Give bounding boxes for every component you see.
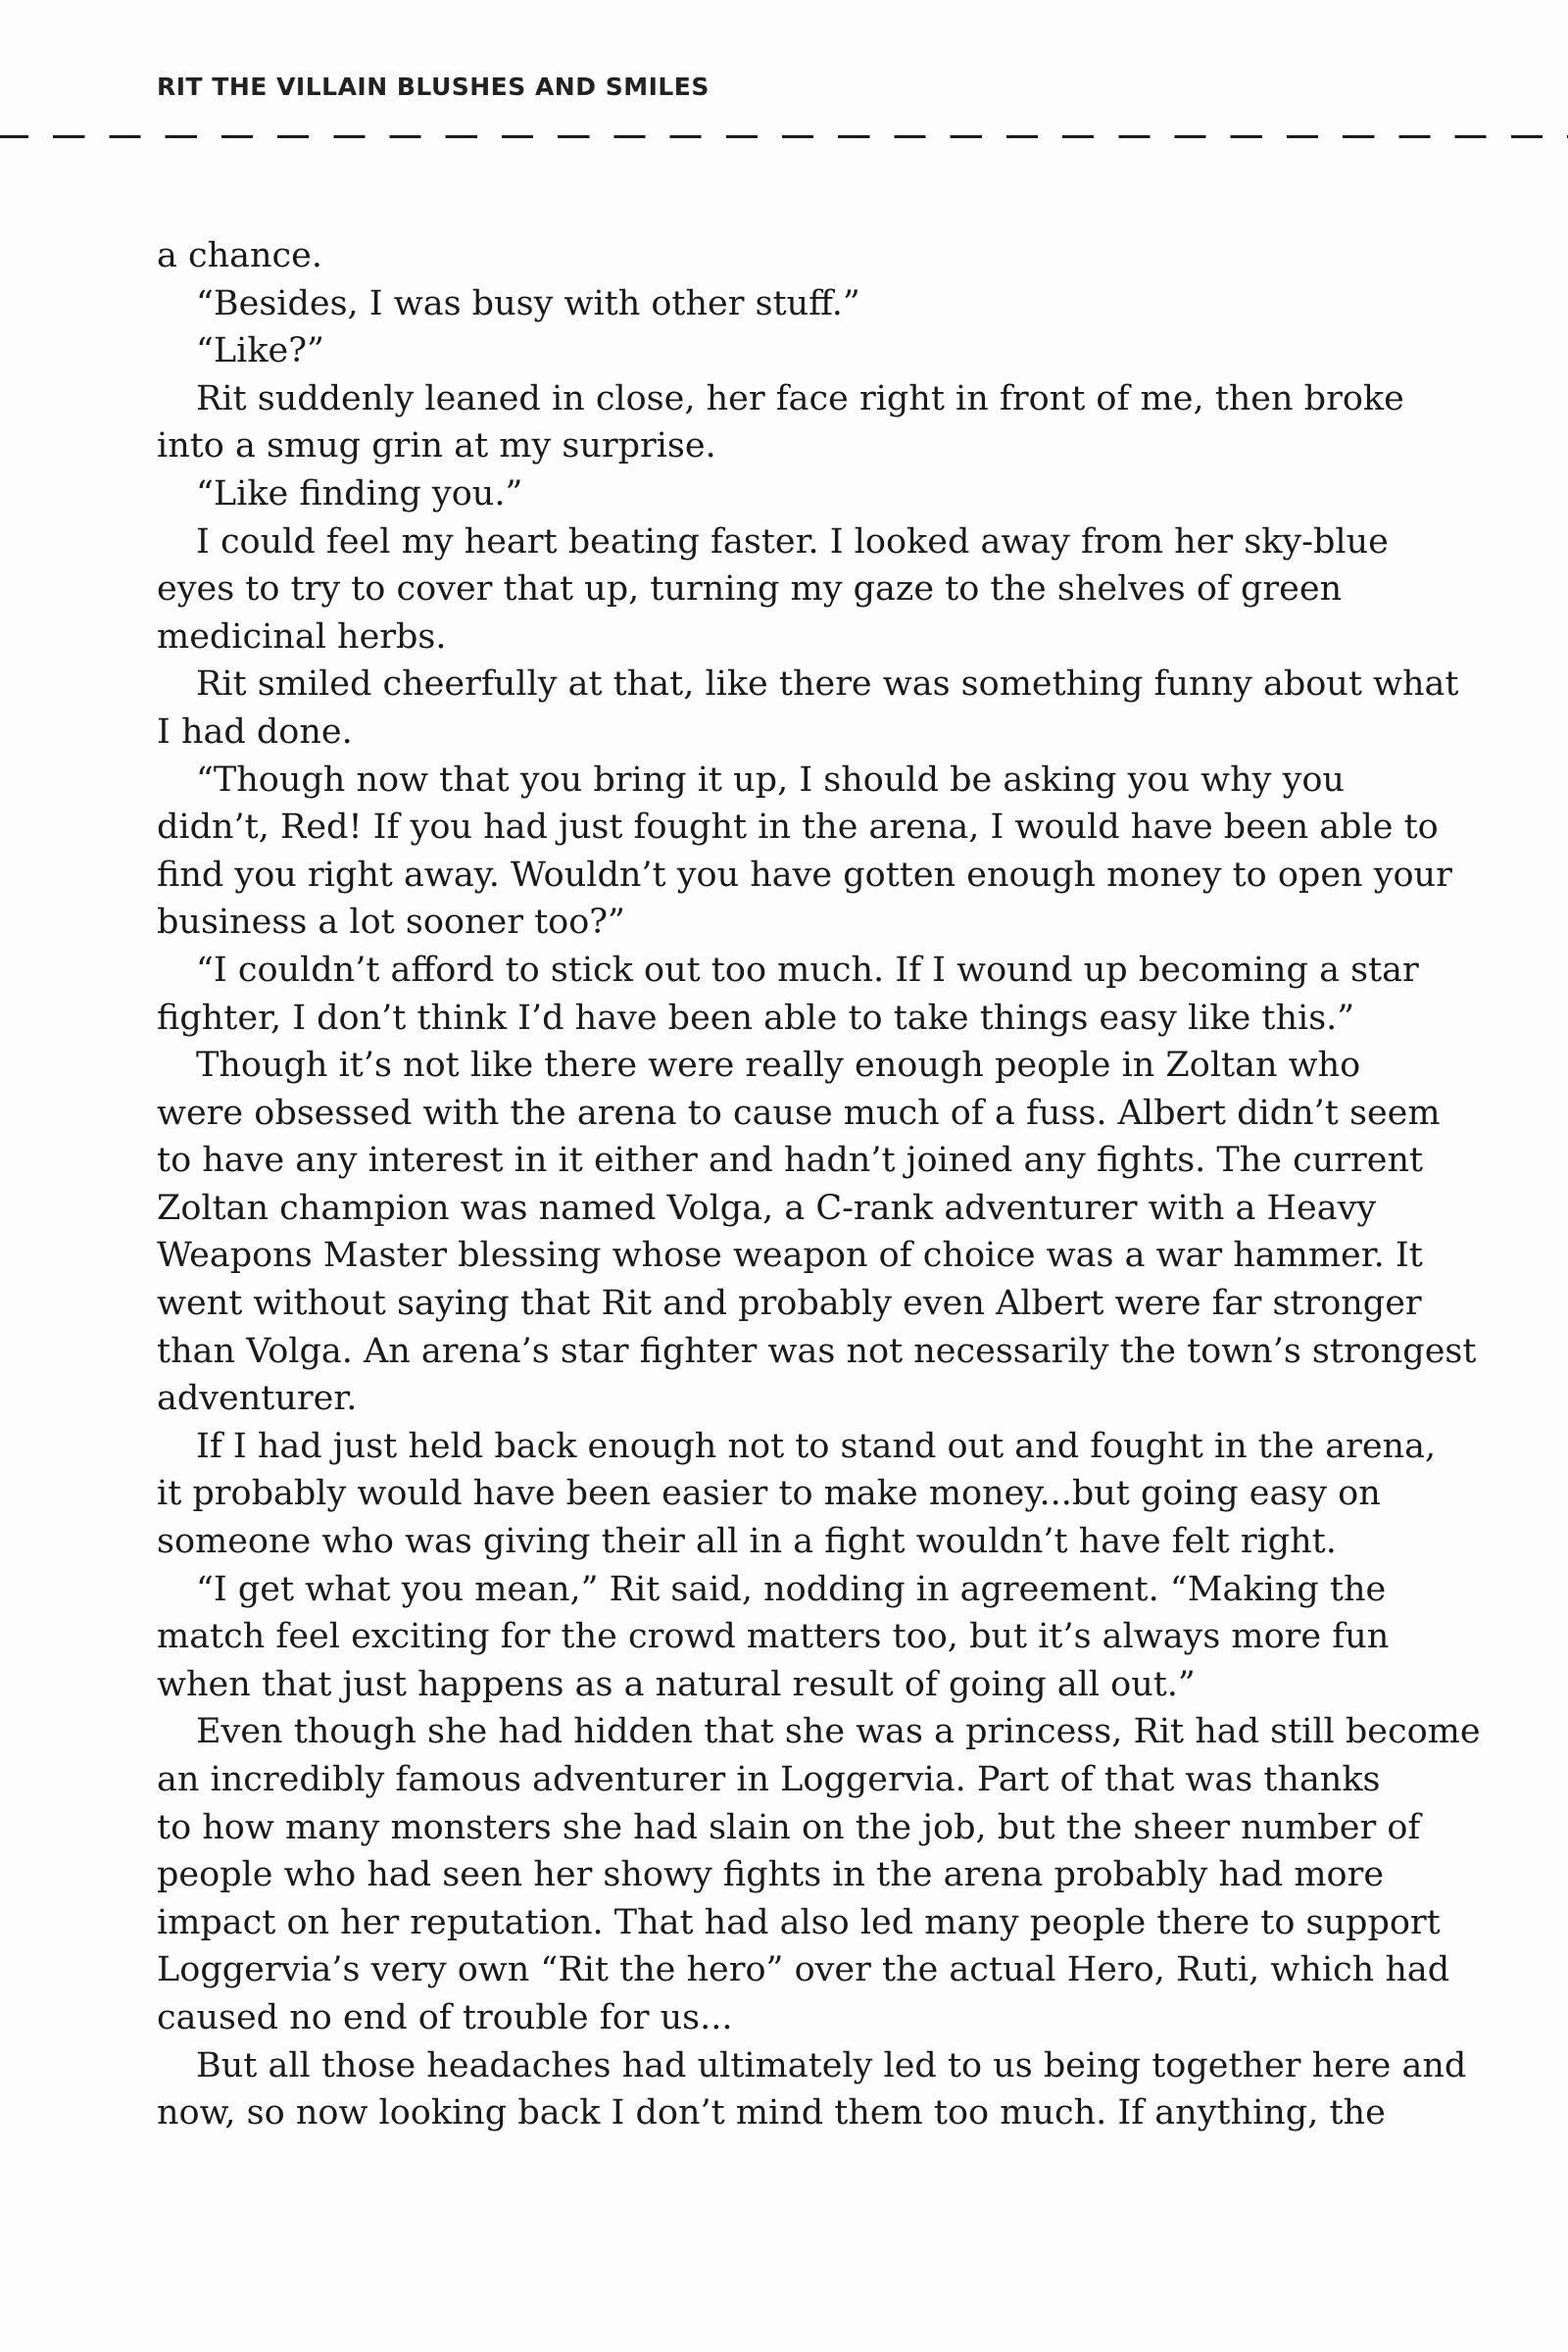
text-line: to have any interest in it either and hadn’t joined any fights. The current — [157, 1141, 1424, 1181]
text-line: Rit suddenly leaned in close, her face right in front of me, then broke — [196, 378, 1404, 418]
text-line: went without saying that Rit and probably even Albert were far stronger — [157, 1284, 1422, 1324]
text-line: adventurer. — [157, 1379, 358, 1419]
text-line: an incredibly famous adventurer in Loggervia. Part of that was thanks — [157, 1760, 1381, 1799]
text-line: didn’t, Red! If you had just fought in the arena, I would have been able to — [157, 808, 1439, 848]
text-line: find you right away. Wouldn’t you have gotten enough money to open your — [157, 855, 1452, 895]
text-line: someone who was giving their all in a fight wouldn’t have felt right. — [157, 1522, 1337, 1562]
text-line: it probably would have been easier to make money...but going easy on — [157, 1474, 1381, 1514]
text-line: “Besides, I was busy with other stuff.” — [196, 283, 860, 323]
text-line: Even though she had hidden that she was a princess, Rit had still become — [196, 1712, 1481, 1752]
text-line: match feel exciting for the crowd matters too, but it’s always more fun — [157, 1617, 1390, 1657]
text-line: Weapons Master blessing whose weapon of choice was a war hammer. It — [157, 1236, 1423, 1276]
text-line: Rit smiled cheerfully at that, like there was something funny about what — [196, 664, 1459, 705]
text-line: than Volga. An arena’s star fighter was not necessarily the town’s strongest — [157, 1331, 1477, 1371]
text-line: Loggervia’s very own “Rit the hero” over the actual Hero, Ruti, which had — [157, 1950, 1450, 1990]
text-line: “Like?” — [196, 331, 324, 371]
text-line: impact on her reputation. That had also led many people there to support — [157, 1902, 1441, 1942]
text-line: “Like finding you.” — [196, 473, 523, 514]
text-line: medicinal herbs. — [157, 616, 447, 657]
text-line: people who had seen her showy fights in the arena probably had more — [157, 1855, 1385, 1895]
header-divider — [0, 135, 1568, 138]
running-header: RIT THE VILLAIN BLUSHES AND SMILES — [157, 73, 710, 101]
text-line: a chance. — [157, 236, 322, 275]
text-line: I had done. — [157, 711, 353, 752]
text-line: “I get what you mean,” Rit said, nodding in agreement. “Making the — [196, 1569, 1387, 1609]
text-line: I could feel my heart beating faster. I looked away from her sky-blue — [196, 521, 1389, 562]
text-line: now, so now looking back I don’t mind them too much. If anything, the — [157, 2093, 1386, 2133]
text-line: “I couldn’t afford to stick out too much. If I wound up becoming a star — [196, 950, 1419, 990]
text-line: Zoltan champion was named Volga, a C-rank adventurer with a Heavy — [157, 1188, 1377, 1228]
text-line: when that just happens as a natural result of going all out.” — [157, 1664, 1196, 1704]
text-line: caused no end of trouble for us... — [157, 1997, 733, 2037]
text-line: business a lot sooner too?” — [157, 903, 625, 943]
text-line: “Though now that you bring it up, I should be asking you why you — [196, 760, 1345, 800]
text-line: If I had just held back enough not to stand out and fought in the arena, — [196, 1426, 1437, 1466]
text-line: But all those headaches had ultimately led to us being together here and — [196, 2045, 1467, 2085]
text-line: Though it’s not like there were really enough people in Zoltan who — [196, 1046, 1361, 1086]
body-text — [157, 232, 1481, 2137]
text-line: were obsessed with the arena to cause much of a fuss. Albert didn’t seem — [157, 1093, 1441, 1133]
text-line: fighter, I don’t think I’d have been able to take things easy like this.” — [157, 998, 1355, 1038]
text-line: to how many monsters she had slain on the job, but the sheer number of — [157, 1807, 1421, 1847]
text-line: eyes to try to cover that up, turning my gaze to the shelves of green — [157, 569, 1343, 610]
text-line: into a smug grin at my surprise. — [157, 426, 716, 466]
